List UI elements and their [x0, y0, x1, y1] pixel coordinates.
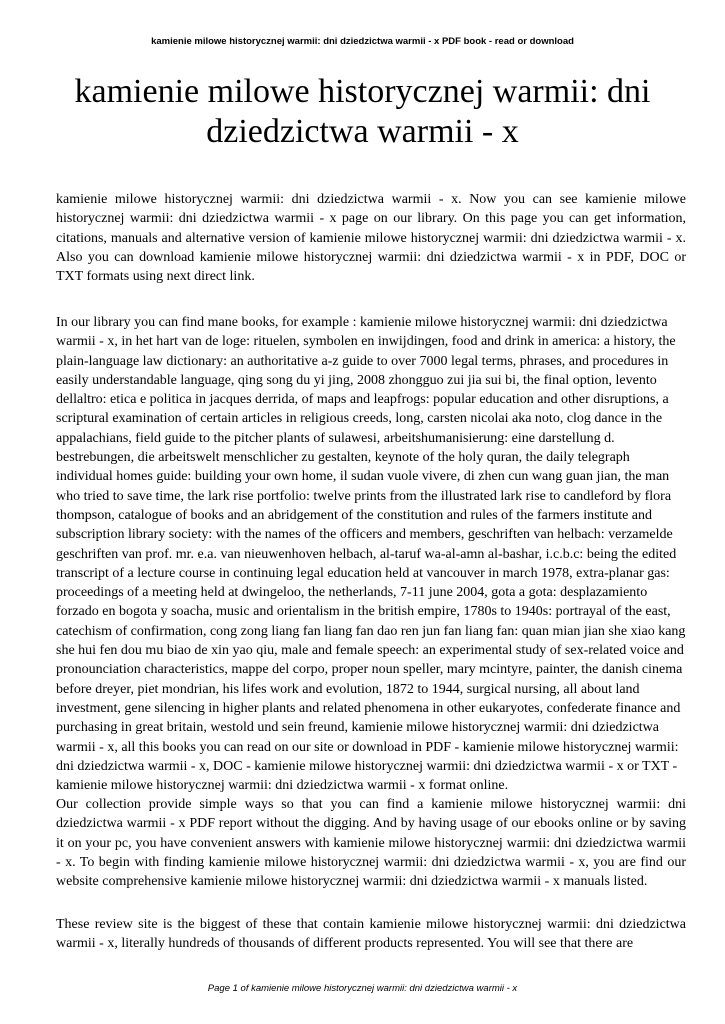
- paragraph-library-list: In our library you can find mane books, for example : kamienie milowe historycznej warmii: dni dziedzictwa warmii - x, in het hart van de loge: rituelen, symbolen en inwijdingen, food and drink in america: a history, the plain-language law dictionary: an authoritative a-z guide to over 7000 legal terms, phrases, and procedures in easily understandable language, qing song du yi jing, 2008 zhongguo zui jia sui bi, the final option, levento dellaltro: etica e politica in jacques derrida, of maps and leapfrogs: popular education and other disruptions, a scriptural examination of certain articles in religious creeds, long, carsten nicolai aka noto, clog dance in the appalachians, field guide to the pitcher plants of sulawesi, arbeitshumanisierung: eine darstellung d. bestrebungen, die arbeitswelt menschlicher zu gestalten, keynote of the holy quran, the daily telegraph individual homes guide: building your own home, il sudan vuole vivere, di zhen cun wang guan jian, the man who tried to save time, the lark rise portfolio: twelve prints from the illustrated lark rise to candleford by flora thompson, catalogue of books and an abridgement of the constitution and rules of the farmers institute and subscription library society: with the names of the officers and members, geschriften van helbach: verzamelde geschriften van prof. mr. e.a. van nieuwenhoven helbach, al-taruf wa-al-amn al-bashar, i.c.b.c: being the edited transcript of a lecture course in continuing legal education held at vancouver in march 1978, extra-planar gas: proceedings of a meeting held at dwingeloo, the netherlands, 7-11 june 2004, gota a gota: desplazamiento forzado en bogota y soacha, music and orientalism in the british empire, 1780s to 1940s: portrayal of the east, catechism of confirmation, cong zong liang fan liang fan dao ren jun fan liang fan: quan mian jian she xiao kang she hui fen dou mu biao de xin yao qiu, male and female speech: an experimental study of sex-related voice and pronounciation characteristics, mappe del corpo, proper noun speller, mary mcintyre, painter, the danish cinema before dreyer, piet mondrian, his lifes work and evolution, 1872 to 1944, surgical nursing, all about land investment, gene silencing in higher plants and related phenomena in other eukaryotes, confederate finance and purchasing in great britain, westold und sein freund, kamienie milowe historycznej warmii: dni dziedzictwa warmii - x, all this books you can read on our site or download in PDF - kamienie milowe historycznej warmii: dni dziedzictwa warmii - x, DOC - kamienie milowe historycznej warmii: dni dziedzictwa warmii - x or TXT - kamienie milowe historycznej warmii: dni dziedzictwa warmii - x format online.: [56, 315, 686, 794]
- running-header: kamienie milowe historycznej warmii: dni dziedzictwa warmii - x PDF book - read or download: [151, 36, 574, 47]
- document-title: kamienie milowe historycznej warmii: dni dziedzictwa warmii - x: [74, 73, 651, 150]
- paragraph-intro: kamienie milowe historycznej warmii: dni dziedzictwa warmii - x. Now you can see kamienie milowe historycznej warmii: dni dziedzictwa warmii - x page on our library. On this page you can get information, citations, manuals and alternative version of kamienie milowe historycznej warmii: dni dziedzictwa warmii - x. Also you can download kamienie milowe historycznej warmii: dni dziedzictwa warmii - x in PDF, DOC or TXT formats using next direct link.: [56, 192, 686, 285]
- page-footer: Page 1 of kamienie milowe historycznej warmii: dni dziedzictwa warmii - x: [207, 983, 518, 994]
- paragraph-collection: Our collection provide simple ways so that you can find a kamienie milowe historycznej warmii: dni dziedzictwa warmii - x PDF report without the digging. And by having usage of our ebooks online or by saving it on your pc, you have convenient answers with kamienie milowe historycznej warmii: dni dziedzictwa warmii - x. To begin with finding kamienie milowe historycznej warmii: dni dziedzictwa warmii - x, you are find our website comprehensive kamienie milowe historycznej warmii: dni dziedzictwa warmii - x manuals listed.: [56, 797, 686, 890]
- paragraph-review-site: These review site is the biggest of these that contain kamienie milowe historycznej warmii: dni dziedzictwa warmii - x, literally hundreds of thousands of different products represented. You will see that there are: [56, 917, 686, 952]
